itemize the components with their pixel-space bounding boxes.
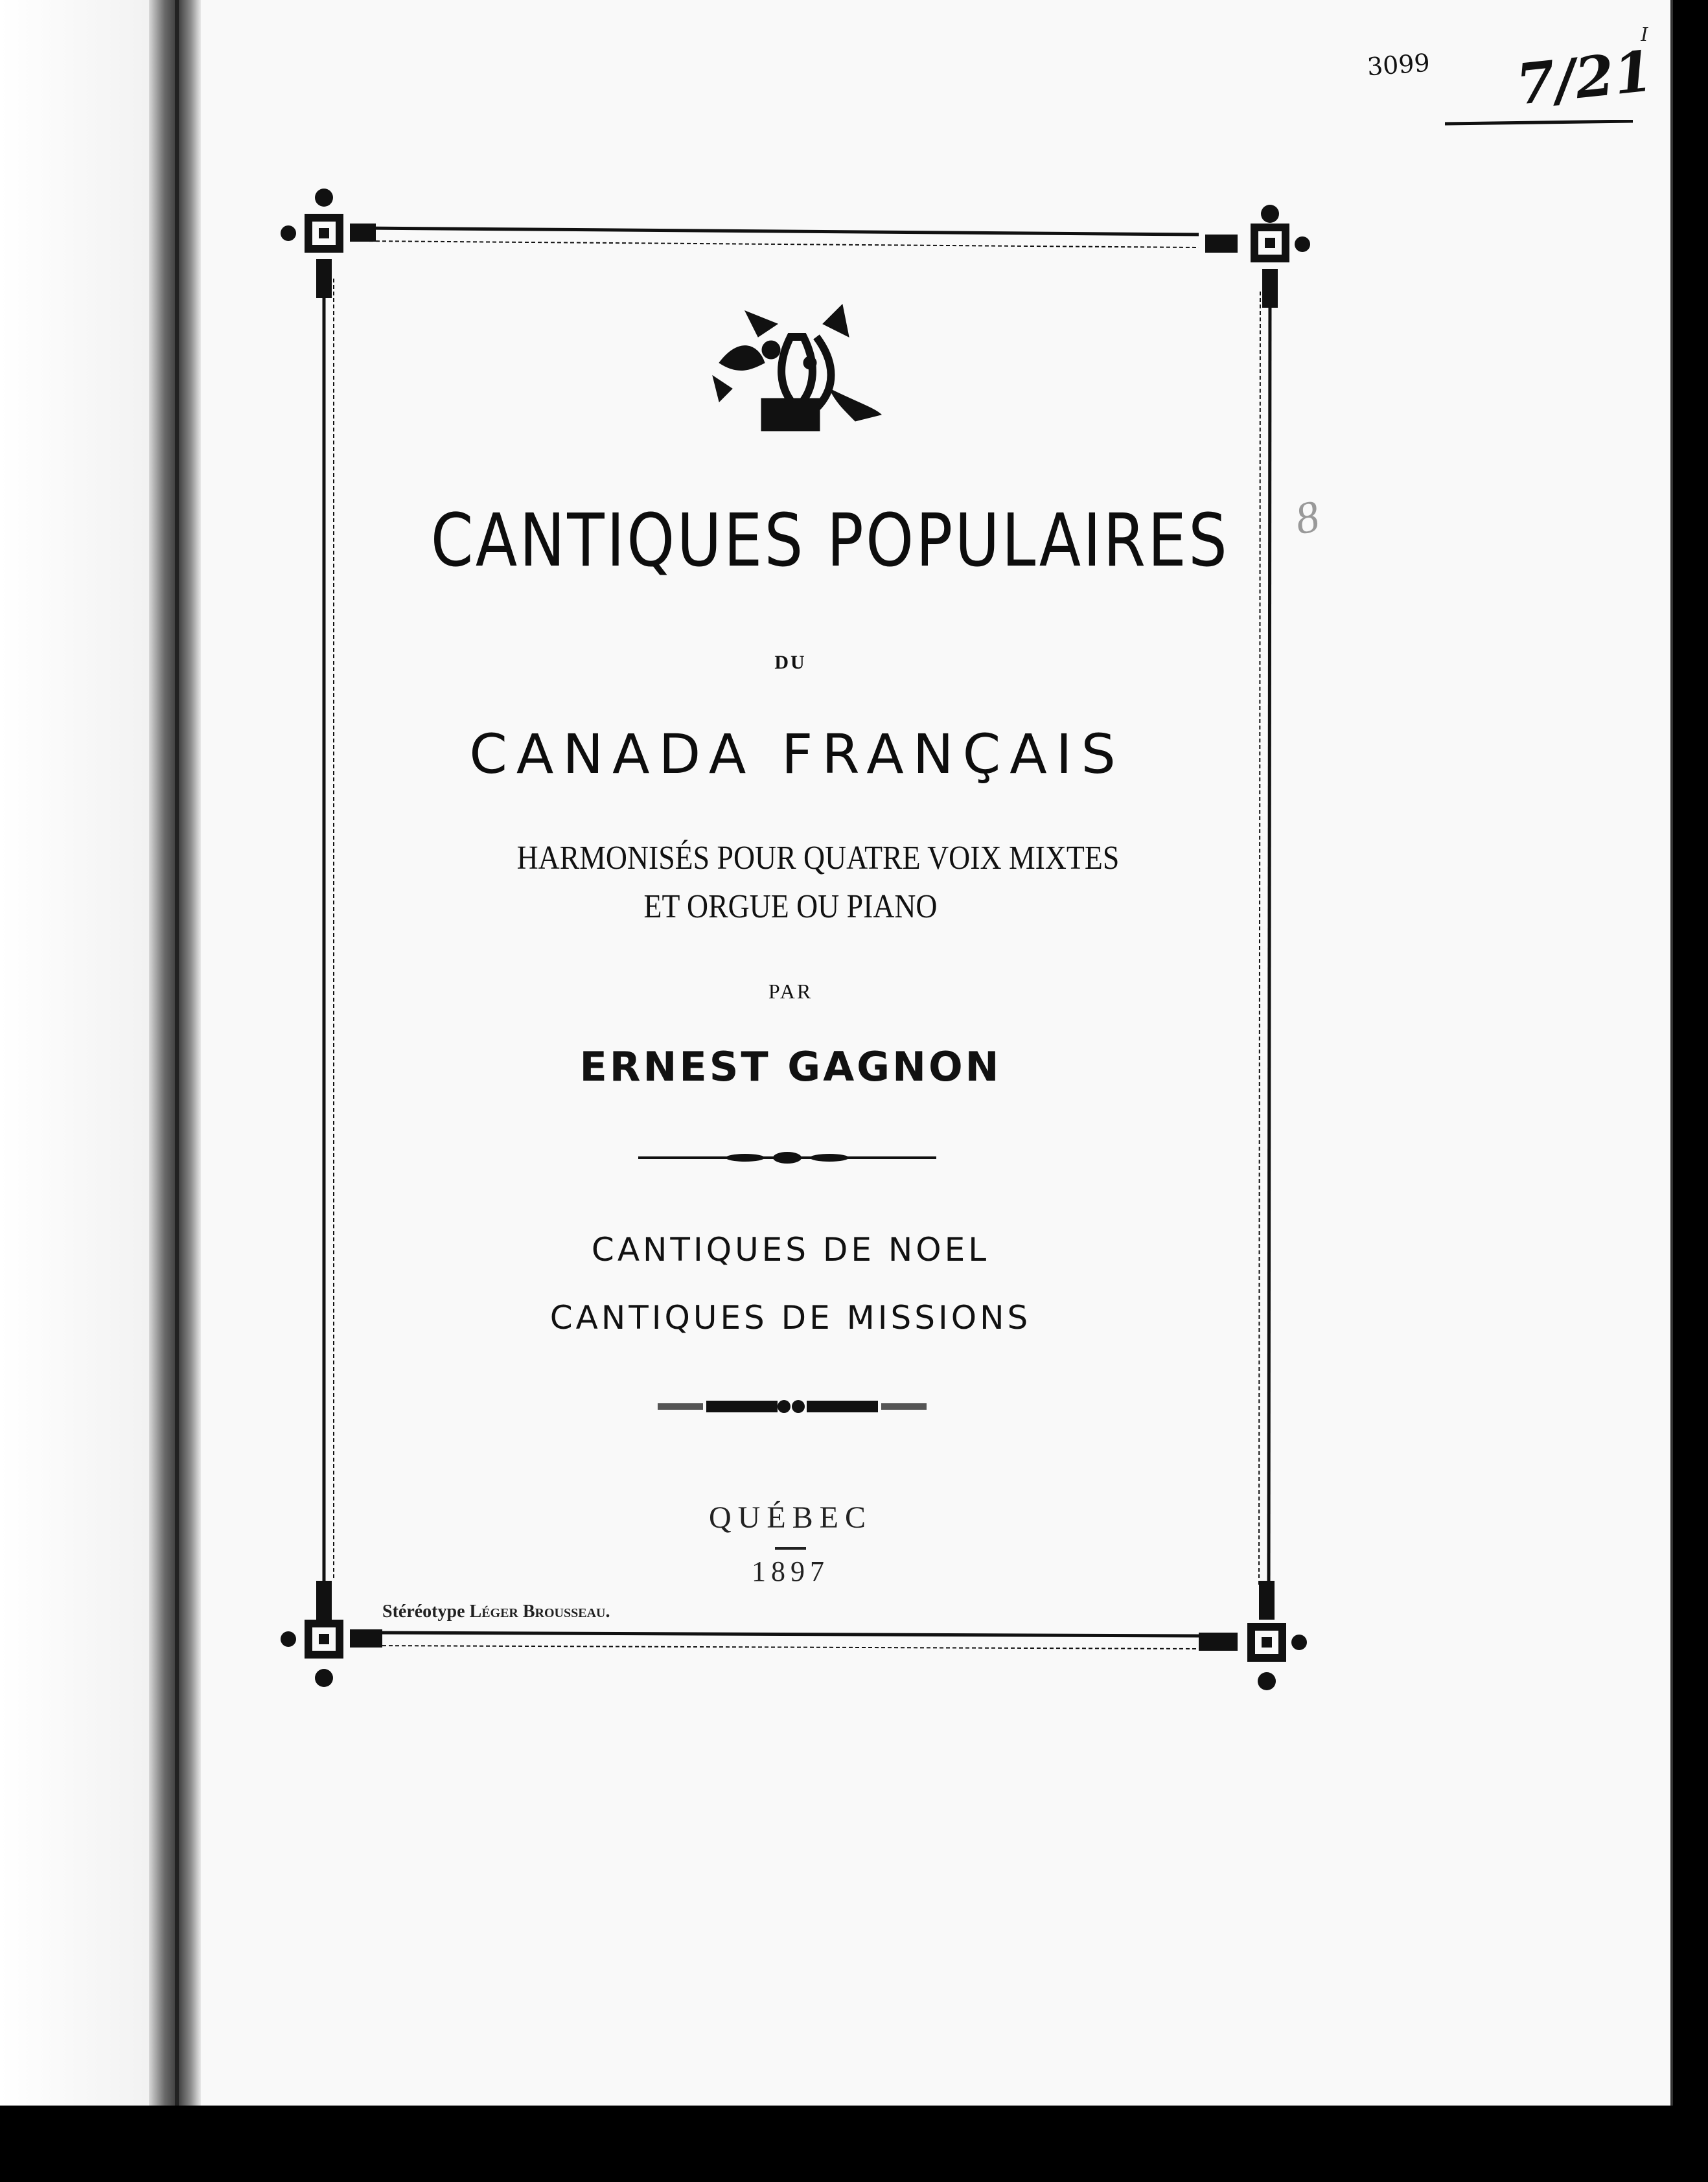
corner-mark: I: [1641, 22, 1648, 45]
publication-year: 1897: [752, 1556, 829, 1587]
printer-prefix: Stéréotype: [382, 1602, 465, 1622]
by-label: PAR: [768, 980, 813, 1003]
shelf-mark-underline: [1445, 120, 1633, 128]
shelf-mark: 7/21: [1513, 38, 1656, 118]
ornamental-rule-icon: [638, 1152, 936, 1164]
publication-city: QUÉBEC: [709, 1500, 872, 1535]
contents-line-1: CANTIQUES DE NOEL: [591, 1231, 990, 1269]
contents-line-2: CANTIQUES DE MISSIONS: [549, 1299, 1032, 1337]
catalog-number: 3099: [1366, 48, 1431, 82]
printer-name: Léger Brousseau.: [469, 1602, 610, 1622]
subtitle-line-1: HARMONISÉS POUR QUATRE VOIX MIXTES: [516, 840, 1120, 877]
lyre-with-laurel-icon: [713, 304, 881, 431]
dotted-ornamental-rule-icon: [658, 1400, 927, 1413]
margin-mark: 8: [1291, 491, 1323, 545]
title-line-1: CANTIQUES POPULAIRES: [430, 499, 1230, 583]
author-name: ERNEST GAGNON: [579, 1043, 1002, 1090]
corner-ornament-icon: [281, 189, 376, 298]
title-line-2: CANADA FRANÇAIS: [469, 722, 1125, 786]
subtitle-line-2: ET ORGUE OU PIANO: [643, 888, 938, 925]
title-du: DU: [774, 652, 807, 673]
printer-credit: [382, 1602, 610, 1622]
